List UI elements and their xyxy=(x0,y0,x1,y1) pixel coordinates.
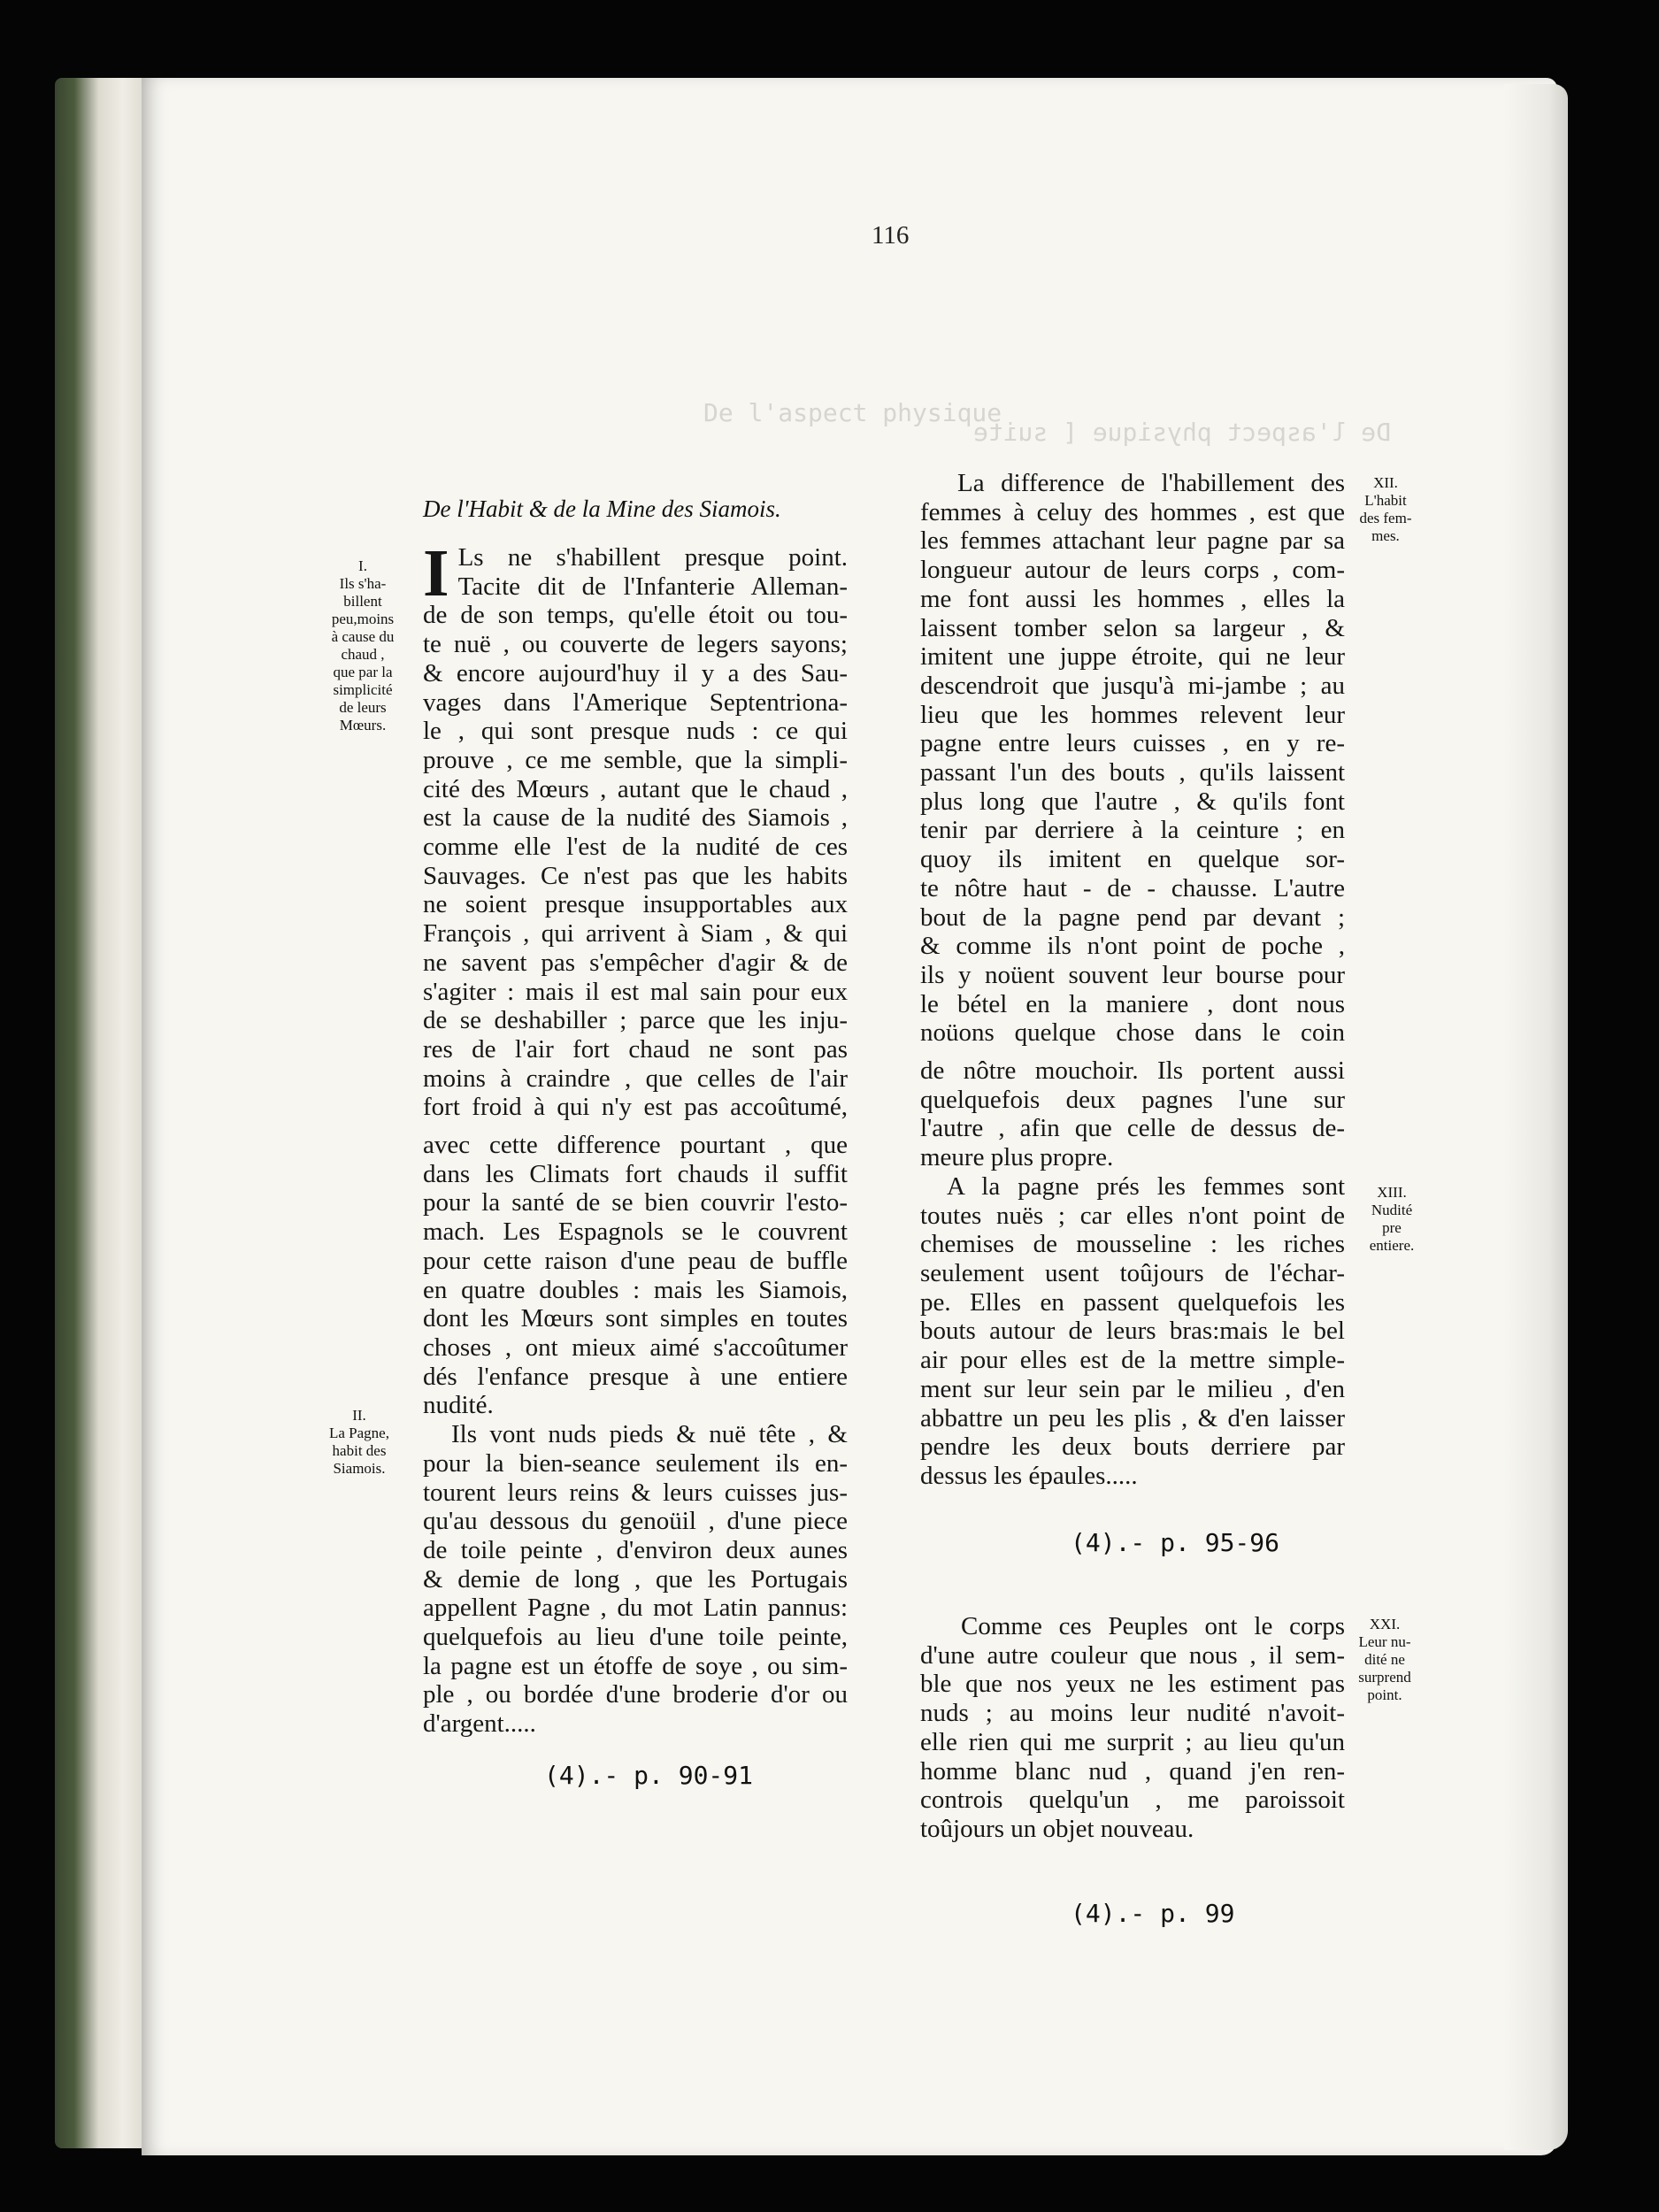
margin-note-1 xyxy=(315,557,411,734)
text-line: ils y noüent souvent leur bourse pour xyxy=(920,960,1345,989)
text-line: appellent Pagne , du mot Latin pannus: xyxy=(423,1594,848,1623)
text-line: imitent une juppe étroite, qui ne leur xyxy=(920,642,1345,672)
text-line: femmes à celuy des hommes , est que xyxy=(920,497,1345,526)
reference-right-2: (4).- p. 99 xyxy=(1071,1899,1235,1928)
right-paragraph-1 xyxy=(920,469,1345,1172)
text-line: choses , ont mieux aimé s'accoûtumer xyxy=(423,1333,848,1362)
text-line: passant l'un des bouts , qu'ils laissent xyxy=(920,758,1345,787)
note-line: II. xyxy=(352,1407,366,1424)
text-line: nuds ; au moins leur nudité n'avoit- xyxy=(920,1699,1345,1728)
text-line: pour cette raison d'une peau de buffle xyxy=(423,1246,848,1275)
text-line: cité des Mœurs , autant que le chaud , xyxy=(423,774,848,803)
text-line: mach. Les Espagnols se le couvrent xyxy=(423,1217,848,1247)
text-line: seulement usent toûjours de l'échar- xyxy=(920,1258,1345,1287)
text-line: & demie de long , que les Portugais xyxy=(423,1564,848,1594)
text-line: noüons quelque chose dans le coin xyxy=(920,1018,1345,1048)
text-line: & comme ils n'ont point de poche , xyxy=(920,932,1345,961)
note-line: peu,moins xyxy=(331,611,395,627)
text-line: pour la santé de se bien couvrir l'esto- xyxy=(423,1188,848,1217)
text-line: ple , ou bordée d'une broderie d'or ou xyxy=(423,1680,848,1709)
right-paragraph-3 xyxy=(920,1612,1345,1844)
note-line: Ils s'ha- xyxy=(339,575,387,592)
text-line: Ls ne s'habillent presque point. xyxy=(457,543,848,572)
text-line: bout de la pagne pend par devant ; xyxy=(920,902,1345,932)
text-line: d'argent..... xyxy=(423,1709,536,1739)
text-line: meure plus propre. xyxy=(920,1143,1114,1172)
text-line: les femmes attachant leur pagne par sa xyxy=(920,526,1345,556)
text-line: laissent tomber selon sa largeur , & xyxy=(920,613,1345,642)
text-line: d'une autre couleur que nous , il sem- xyxy=(920,1640,1345,1670)
text-line: Ils vont nuds pieds & nuë tête , & xyxy=(451,1420,848,1449)
text-line: vages dans l'Amerique Septentriona- xyxy=(423,687,848,717)
text-line: quoy ils imitent en quelque sor- xyxy=(920,845,1345,874)
text-line: controis quelqu'un , me paroissoit xyxy=(920,1786,1345,1815)
text-line: pour la bien-seance seulement ils en- xyxy=(423,1448,848,1478)
text-line: dés l'enfance presque à une entiere xyxy=(423,1362,848,1391)
text-line: de nôtre mouchoir. Ils portent aussi xyxy=(920,1056,1345,1086)
note-line: Leur nu- xyxy=(1358,1633,1411,1650)
text-line: & encore aujourd'huy il y a des Sau- xyxy=(423,658,848,687)
note-line: point. xyxy=(1367,1686,1402,1703)
text-line: de se deshabiller ; parce que les inju- xyxy=(423,1006,848,1035)
text-line: la pagne est un étoffe de soye , ou sim- xyxy=(423,1651,848,1680)
right-column-text-lower xyxy=(920,1612,1345,1844)
reference-right-1: (4).- p. 95-96 xyxy=(1071,1528,1280,1557)
page-number: 116 xyxy=(872,221,910,250)
text-line: quelquefois deux pagnes l'une sur xyxy=(920,1085,1345,1114)
note-line: Nudité xyxy=(1371,1202,1413,1218)
note-line: L'habit xyxy=(1364,492,1407,509)
note-line: chaud , xyxy=(341,646,385,663)
text-line: dont les Mœurs sont simples en toutes xyxy=(423,1304,848,1333)
text-line: elle rien qui me surprit ; au lieu qu'un xyxy=(920,1727,1345,1756)
book-page xyxy=(142,78,1557,2155)
text-line: fort froid à qui n'y est pas accoûtumé, xyxy=(423,1093,848,1122)
text-line: est la cause de la nudité des Siamois , xyxy=(423,803,848,833)
text-line: lieu que les hommes relevent leur xyxy=(920,700,1345,729)
note-line: I. xyxy=(358,557,367,574)
left-column-text xyxy=(423,536,848,1739)
text-line: le , qui sont presque nuds : ce qui xyxy=(423,717,848,746)
note-line: surprend xyxy=(1358,1669,1411,1686)
margin-note-13 xyxy=(1358,1184,1425,1255)
text-line: pe. Elles en passent quelquefois les xyxy=(920,1287,1345,1317)
text-line: en quatre doubles : mais les Siamois, xyxy=(423,1275,848,1304)
text-line: l'autre , afin que celle de dessus de- xyxy=(920,1114,1345,1143)
right-paragraph-2 xyxy=(920,1172,1345,1491)
text-line: descendroit que jusqu'à mi-jambe ; au xyxy=(920,671,1345,700)
text-line: pendre les deux bouts derriere par xyxy=(920,1432,1345,1462)
text-line: te nôtre haut - de - chausse. L'autre xyxy=(920,873,1345,902)
text-line: ne soient presque insupportables aux xyxy=(423,890,848,919)
note-line: La Pagne, xyxy=(329,1425,389,1441)
note-line: XXI. xyxy=(1369,1616,1401,1632)
note-line: dité ne xyxy=(1364,1651,1405,1668)
note-line: habit des xyxy=(332,1442,387,1459)
note-line: mes. xyxy=(1371,527,1400,544)
text-line: comme elle l'est de la nudité de ces xyxy=(423,833,848,862)
note-line: entiere. xyxy=(1369,1237,1415,1254)
reference-left: (4).- p. 90-91 xyxy=(544,1761,754,1790)
note-line: des fem- xyxy=(1359,510,1412,526)
show-through-heading-b: De l'aspect physique [ suite xyxy=(973,418,1392,447)
text-line: plus long que l'autre , & qu'ils font xyxy=(920,787,1345,816)
text-line: Comme ces Peuples ont le corps xyxy=(961,1612,1345,1640)
text-line: prouve , ce me semble, que la simpli- xyxy=(423,745,848,774)
text-line: A la pagne prés les femmes sont xyxy=(947,1171,1345,1201)
text-line: res de l'air fort chaud ne sont pas xyxy=(423,1034,848,1064)
text-line: tourent leurs reins & leurs cuisses jus- xyxy=(423,1478,848,1507)
left-paragraph-1 xyxy=(423,536,848,1420)
page-curl-edge xyxy=(1504,84,1568,2150)
text-line: ment sur leur sein par le milieu , d'en xyxy=(920,1374,1345,1403)
note-line: XII. xyxy=(1373,474,1398,491)
note-line: que par la xyxy=(333,664,393,680)
margin-note-2 xyxy=(315,1407,403,1478)
note-line: Siamois. xyxy=(333,1460,386,1477)
left-paragraph-2 xyxy=(423,1420,848,1739)
note-line: pre xyxy=(1382,1219,1402,1236)
note-line: simplicité xyxy=(333,681,393,698)
text-line: pagne entre leurs cuisses , en y re- xyxy=(920,729,1345,758)
note-line: de leurs xyxy=(339,699,387,716)
text-line: de toile peinte , d'environ deux aunes xyxy=(423,1535,848,1564)
text-line: quelquefois au lieu d'une toile peinte, xyxy=(423,1623,848,1652)
margin-note-12 xyxy=(1349,474,1422,545)
text-line: s'agiter : mais il est mal sain pour eux xyxy=(423,977,848,1006)
text-line: François , qui arrivent à Siam , & qui xyxy=(423,919,848,949)
drop-cap: I xyxy=(423,536,449,611)
text-line: bouts autour de leurs bras:mais le bel xyxy=(920,1317,1345,1346)
text-line: moins à craindre , que celles de l'air xyxy=(423,1064,848,1093)
text-line: avec cette difference pourtant , que xyxy=(423,1131,848,1160)
text-line: dans les Climats fort chauds il suffit xyxy=(423,1159,848,1188)
section-heading: De l'Habit & de la Mine des Siamois. xyxy=(423,495,781,522)
text-line: Tacite dit de l'Infanterie Alleman- xyxy=(457,572,848,601)
text-line: dessus les épaules..... xyxy=(920,1461,1138,1490)
text-line: Sauvages. Ce n'est pas que les habits xyxy=(423,861,848,890)
text-line: ne savent pas s'empêcher d'agir & de xyxy=(423,948,848,977)
text-line: me font aussi les hommes , elles la xyxy=(920,584,1345,613)
show-through-heading-a: De l'aspect physique xyxy=(703,398,1002,427)
text-line: air pour elles est de la mettre simple- xyxy=(920,1346,1345,1375)
note-line: billent xyxy=(343,593,382,610)
note-line: XIII. xyxy=(1377,1184,1407,1201)
margin-note-21 xyxy=(1349,1616,1420,1704)
note-line: à cause du xyxy=(331,628,395,645)
text-line: toûjours un objet nouveau. xyxy=(920,1814,1194,1843)
right-column-text xyxy=(920,469,1345,1491)
text-line: te nuë , ou couverte de legers sayons; xyxy=(423,630,848,659)
text-line: le bétel en la maniere , dont nous xyxy=(920,989,1345,1018)
text-line: qu'au dessous du genoüil , d'une piece xyxy=(423,1507,848,1536)
text-line: nudité. xyxy=(423,1391,494,1420)
text-line: longueur autour de leurs corps , com- xyxy=(920,556,1345,585)
text-line: tenir par derriere à la ceinture ; en xyxy=(920,816,1345,845)
text-line: toutes nuës ; car elles n'ont point de xyxy=(920,1201,1345,1230)
text-line: homme blanc nud , quand j'en ren- xyxy=(920,1756,1345,1786)
note-line: Mœurs. xyxy=(339,717,387,733)
book-page-edges xyxy=(55,78,152,2148)
text-line: abbattre un peu les plis , & d'en laisser xyxy=(920,1403,1345,1432)
text-line: chemises de mousseline : les riches xyxy=(920,1230,1345,1259)
text-line: de de son temps, qu'elle étoit ou tou- xyxy=(423,601,848,630)
text-line: ble que nos yeux ne les estiment pas xyxy=(920,1670,1345,1699)
text-line: La difference de l'habillement des xyxy=(957,469,1345,497)
